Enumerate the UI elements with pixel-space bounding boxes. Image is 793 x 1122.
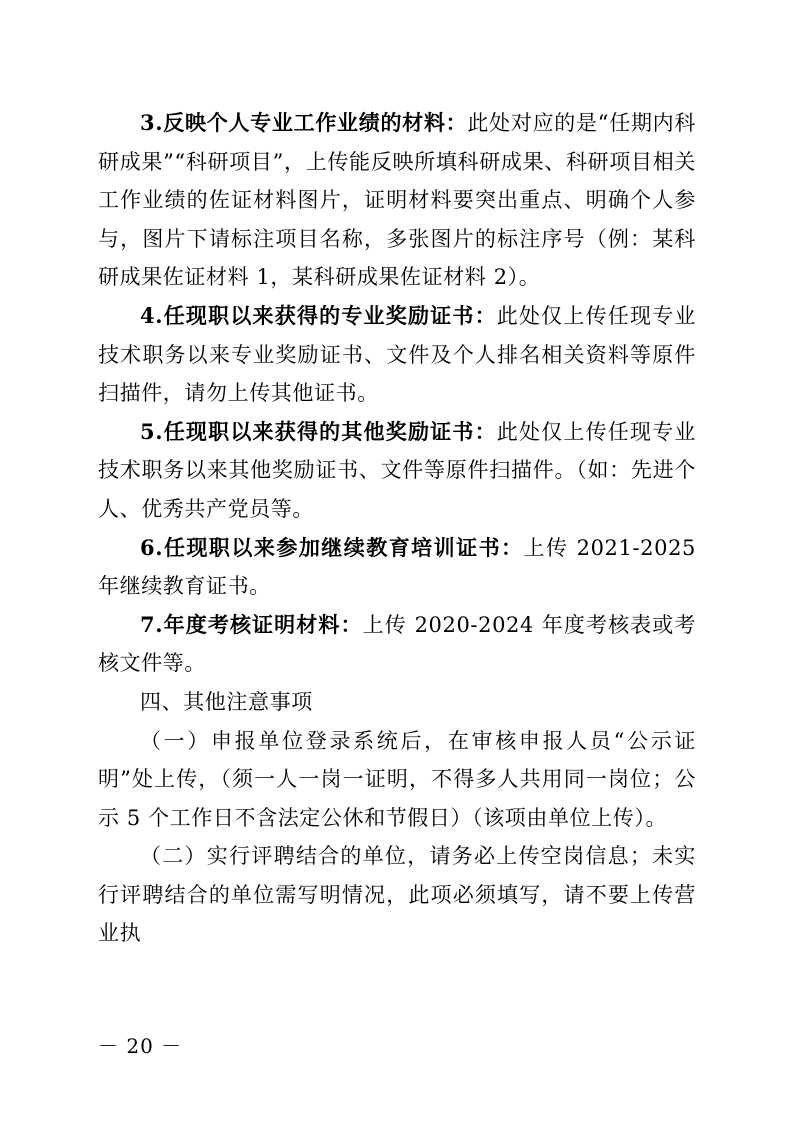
item-5-lead: 5.任现职以来获得的其他奖励证书： bbox=[140, 418, 497, 444]
item-7 bbox=[98, 606, 696, 683]
item-5-body: 此处仅上传任现专业技术职务以来其他奖励证书、文件等原件扫描件。（如：先进个人、优秀共产党员等。 bbox=[98, 419, 697, 521]
item-5 bbox=[98, 413, 696, 529]
paragraph-1: （一）申报单位登录系统后，在审核申报人员“公示证明”处上传，（须一人一岗一证明，不得多人共用同一岗位；公示 5 个工作日不含法定公休和节假日）（该项由单位上传）。 bbox=[98, 728, 696, 830]
item-3-lead: 3.反映个人专业工作业绩的材料： bbox=[140, 110, 468, 135]
item-7-body: 上传 2020-2024 年度考核表或考核文件等。 bbox=[98, 612, 696, 676]
item-4-lead: 4.任现职以来获得的专业奖励证书： bbox=[140, 302, 497, 328]
paragraph-2: （二）实行评聘结合的单位，请务必上传空岗信息；未实行评聘结合的单位需写明情况，此项必须填写，请不要上传营业执 bbox=[98, 844, 696, 946]
item-6-body: 上传 2021-2025 年继续教育证书。 bbox=[98, 535, 696, 599]
item-4-body: 此处仅上传任现专业技术职务以来专业奖励证书、文件及个人排名相关资料等原件扫描件，请勿上传其他证书。 bbox=[98, 303, 697, 406]
item-4 bbox=[98, 297, 696, 413]
page-number: － 20 － bbox=[98, 1034, 183, 1058]
item-6 bbox=[98, 529, 696, 606]
section-heading: 四、其他注意事项 bbox=[140, 689, 313, 714]
page-content bbox=[98, 104, 696, 953]
item-3 bbox=[98, 104, 696, 297]
item-6-lead: 6.任现职以来参加继续教育培训证书： bbox=[140, 534, 524, 560]
item-7-lead: 7.年度考核证明材料： bbox=[140, 611, 363, 637]
item-3-body: 此处对应的是“任期内科研成果”“科研项目”，上传能反映所填科研成果、科研项目相关工作业绩的佐证材料图片，证明材料要突出重点、明确个人参与，图片下请标注项目名称，多张图片的标注序号（例：某科研成果佐证材料 1，某科研成果佐证材料 2）。 bbox=[98, 111, 696, 290]
